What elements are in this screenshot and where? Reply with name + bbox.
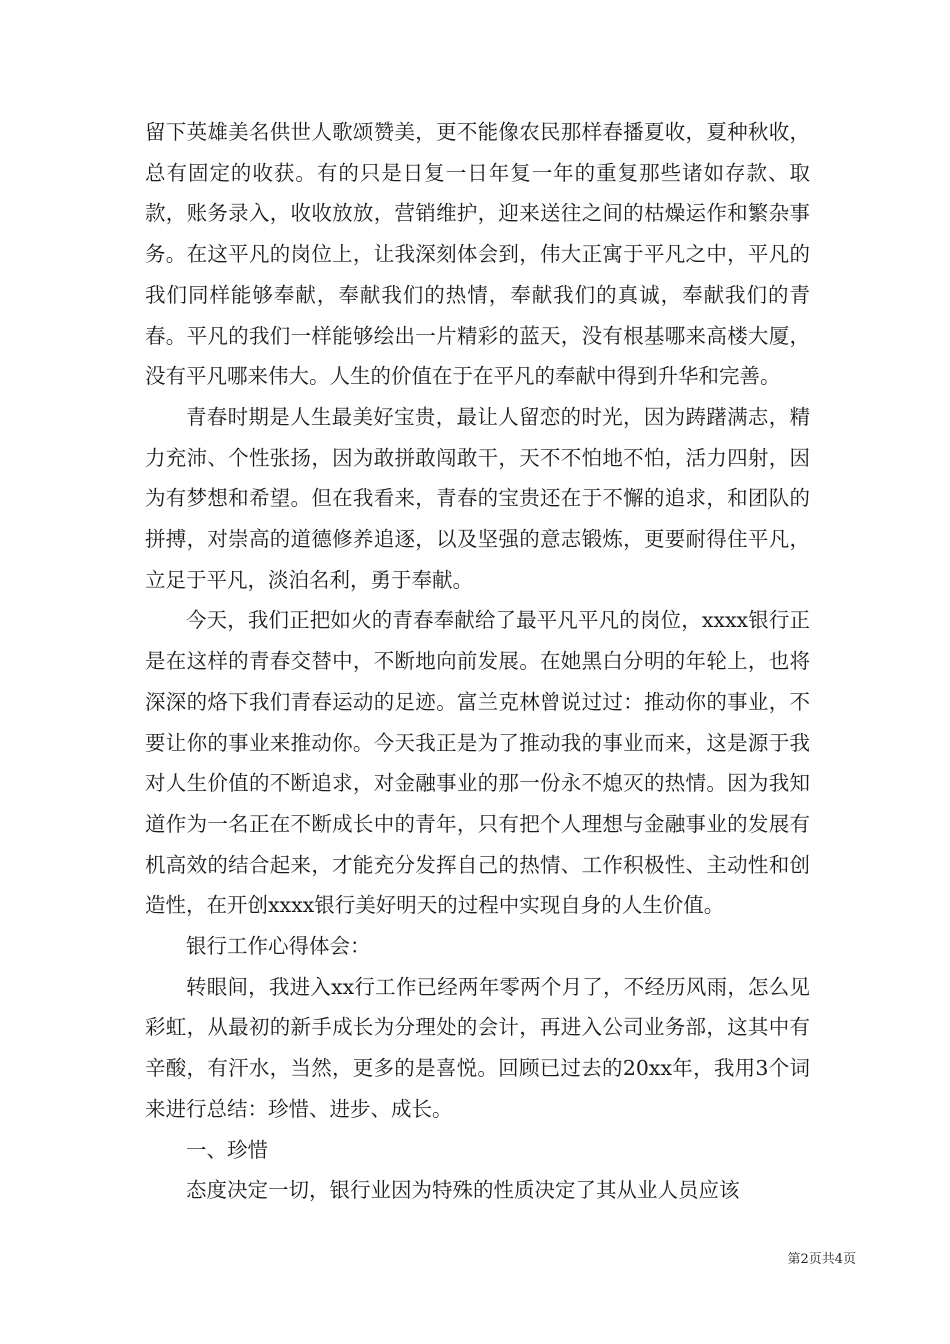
paragraph-5: 转眼间，我进入xx行工作已经两年零两个月了，不经历风雨，怎么见彩虹，从最初的新手成长为分理处的会计，再进入公司业务部，这其中有辛酸，有汗水，当然，更多的是喜悦。回顾已过去的20xx年，我用3个词来进行总结：珍惜、进步、成长。 [145,974,810,1121]
paragraph-1: 留下英雄美名供世人歌颂赞美，更不能像农民那样春播夏收，夏种秋收，总有固定的收获。有的只是日复一日年复一年的重复那些诸如存款、取款，账务录入，收收放放，营销维护，迎来送往之间的枯燥运作和繁杂事务。在这平凡的岗位上，让我深刻体会到，伟大正寓于平凡之中，平凡的我们同样能够奉献，奉献我们的热情，奉献我们的真诚，奉献我们的青春。平凡的我们一样能够绘出一片精彩的蓝天，没有根基哪来高楼大厦，没有平凡哪来伟大。人生的价值在于在平凡的奉献中得到升华和完善。 [145,120,810,389]
document-body [145,112,810,1211]
page-number-footer: 第2页共4页 [787,1252,856,1267]
paragraph-2: 青春时期是人生最美好宝贵，最让人留恋的时光，因为踌躇满志，精力充沛、个性张扬，因为敢拼敢闯敢干，天不不怕地不怕，活力四射，因为有梦想和希望。但在我看来，青春的宝贵还在于不懈的追求，和团队的拼搏，对崇高的道德修养追逐，以及坚强的意志锻炼，更要耐得住平凡，立足于平凡，淡泊名利，勇于奉献。 [145,404,810,592]
section-heading-cherish: 一、珍惜 [186,1137,268,1162]
section-heading-experience: 银行工作心得体会： [186,934,371,959]
paragraph-7: 态度决定一切，银行业因为特殊的性质决定了其从业人员应该 [186,1178,740,1203]
paragraph-3: 今天，我们正把如火的青春奉献给了最平凡平凡的岗位，xxxx银行正是在这样的青春交替中，不断地向前发展。在她黑白分明的年轮上，也将深深的烙下我们青春运动的足迹。富兰克林曾说过过：推动你的事业，不要让你的事业来推动你。今天我正是为了推动我的事业而来，这是源于我对人生价值的不断追求，对金融事业的那一份永不熄灭的热情。因为我知道作为一名正在不断成长中的青年，只有把个人理想与金融事业的发展有机高效的结合起来，才能充分发挥自己的热情、工作积极性、主动性和创造性，在开创xxxx银行美好明天的过程中实现自身的人生价值。 [145,608,810,918]
